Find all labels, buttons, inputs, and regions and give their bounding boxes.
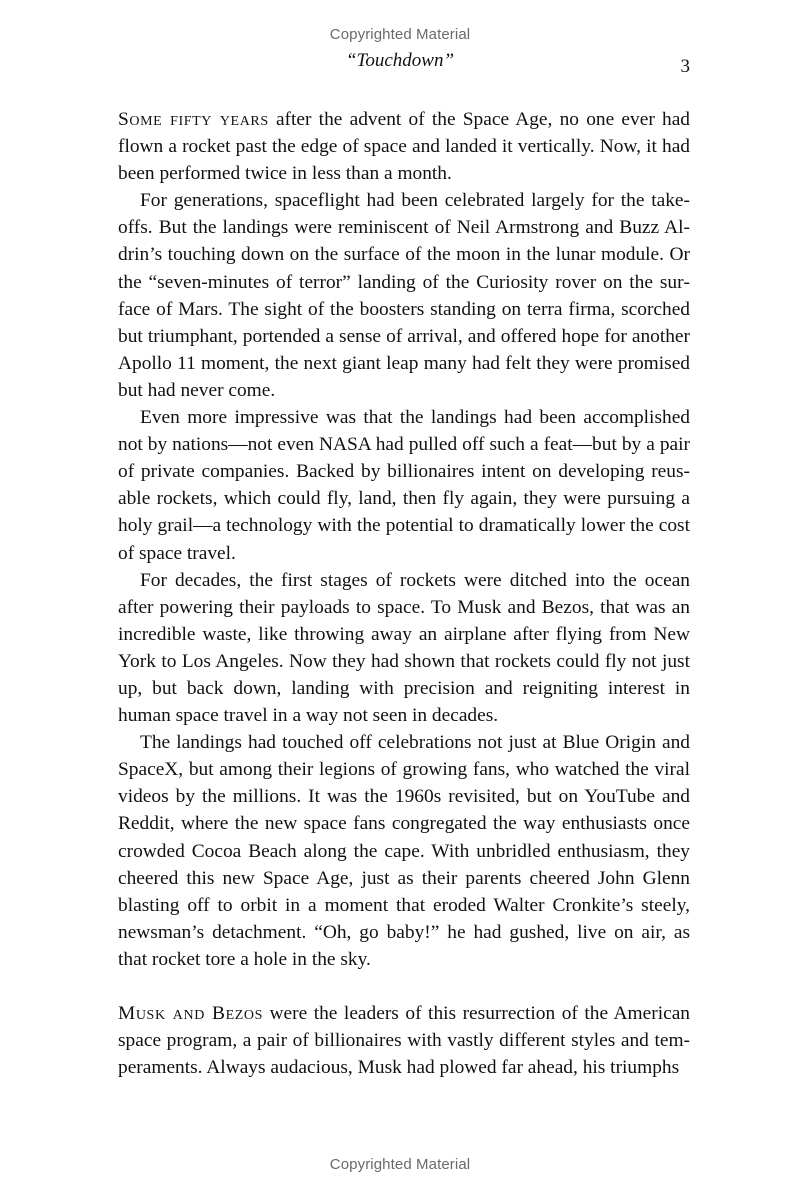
paragraph-6-text: were the leaders of this resurrection of the American space program, a pair of billionaires with vastly different styles and temperaments. Always audacious, Musk had plowed far ahead, his triumphs: [118, 1003, 691, 1079]
paragraph-2: For generations, spaceflight had been celebrated largely for the takeoffs. But the landings were reminiscent of Neil Armstrong and Buzz Aldrin’s touching down on the surface of the moon in the lunar module. Or the “seven-minutes of terror” landing of the Curiosity rover on the surface of Mars. The sight of the boosters standing on terra firma, scorched but triumphant, portended a sense of arrival, and offered hope for another Apollo 11 moment, the next giant leap many had felt they were promised but had never come.: [118, 190, 690, 401]
body-text: [118, 106, 690, 1081]
paragraph-5: The landings had touched off celebrations not just at Blue Origin and SpaceX, but among their legions of growing fans, who watched the viral videos by the millions. It was the 1960s revisited, but on YouTube and Reddit, where the new space fans congregated the way enthusiasts once crowded Cocoa Beach along the cape. With unbridled enthusiasm, they cheered this new Space Age, just as their parents cheered John Glenn blasting off to orbit in a moment that eroded Walter Cronkite’s steely, newsman’s detachment. “Oh, go baby!” he had gushed, live on air, as that rocket tore a hole in the sky.: [118, 732, 690, 970]
paragraph-1-lead-in: Some fifty years: [118, 109, 269, 130]
running-head-title: “Touchdown”: [345, 50, 455, 71]
copyright-watermark-bottom: Copyrighted Material: [329, 1156, 471, 1173]
page-number: 3: [680, 56, 690, 77]
paragraph-3: Even more impressive was that the landings had been accomplished not by nations—not even NASA had pulled off such a feat—but by a pair of private companies. Backed by billionaires intent on developing reusable rockets, which could fly, land, then fly again, they were pursuing a holy grail—a technology with the potential to dramatically lower the cost of space travel.: [118, 407, 690, 564]
paragraph-1-text: after the advent of the Space Age, no one ever had flown a rocket past the edge of space and landed it vertically. Now, it had been performed twice in less than a month.: [118, 109, 690, 185]
paragraph-6-lead-in: Musk and Bezos: [118, 1003, 263, 1024]
paragraph-6: [118, 1000, 690, 1081]
paragraph-4: For decades, the first stages of rockets were ditched into the ocean after powering their payloads to space. To Musk and Bezos, that was an incredible waste, like throwing away an airplane after flying from New York to Los Angeles. Now they had shown that rockets could fly not just up, but back down, landing with precision and reigniting interest in human space travel in a way not seen in decades.: [118, 569, 690, 727]
copyright-watermark-top: Copyrighted Material: [329, 26, 471, 43]
paragraph-1: [118, 106, 690, 187]
